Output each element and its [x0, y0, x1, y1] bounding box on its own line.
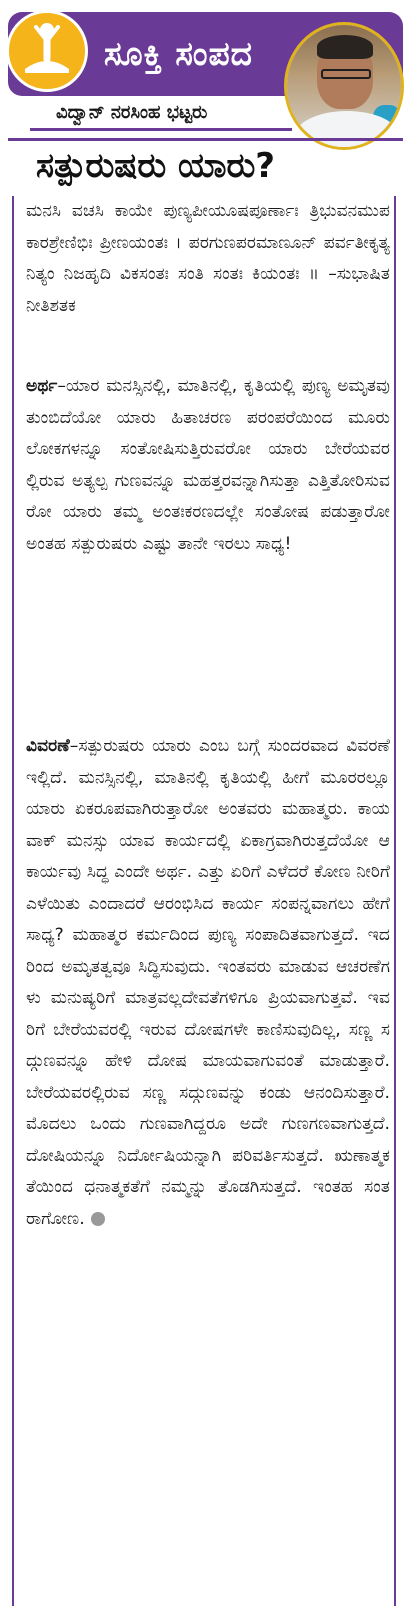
meaning-label: ಅರ್ಥ [26, 376, 58, 396]
explanation-label: ವಿವರಣೆ [26, 736, 70, 756]
headline-bar [8, 138, 403, 188]
author-photo [284, 22, 404, 150]
meaning-text: –ಯಾರ ಮನಸ್ಸಿನಲ್ಲಿ, ಮಾತಿನಲ್ಲಿ, ಕೃತಿಯಲ್ಲಿ ಪುಣ್ಯ ಅಮೃತವು ತುಂಬಿದೆಯೋ ಯಾರು ಹಿತಾಚರಣ ಪರಂಪರೆಯಿಂದ ಮೂರು ಲೋಕಗಳನ್ನೂ ಸಂತೋಷಿಸುತ್ತಿರುವರೋ ಯಾರು ಬೇರೆಯವರಲ್ಲಿರುವ ಅತ್ಯಲ್ಪ ಗುಣವನ್ನೂ ಮಹತ್ತರವನ್ನಾಗಿಸುತ್ತಾ ಎತ್ತಿತೋರಿಸುವರೋ ಯಾರು ತಮ್ಮ ಅಂತಃಕರಣದಲ್ಲೇ ಸಂತೋಷ ಪಡುತ್ತಾರೋ ಅಂತಹ ಸತ್ಪುರುಷರು ಎಷ್ಟು ತಾನೇ ಇರಲು ಸಾಧ್ಯ! [26, 376, 390, 554]
end-dot-icon [91, 1212, 105, 1226]
photo-hair [317, 35, 373, 59]
explanation-paragraph [26, 731, 390, 1235]
column-title: ಸೂಕ್ತಿ ಸಂಪದ [104, 34, 253, 73]
article-body [12, 196, 396, 1606]
author-name: ವಿದ್ವಾನ್ ನರಸಿಂಹ ಭಟ್ಟರು [56, 102, 208, 123]
yoga-figure-icon [6, 10, 88, 92]
yoga-figure-svg [9, 13, 85, 89]
explanation-text: –ಸತ್ಪುರುಷರು ಯಾರು ಎಂಬ ಬಗ್ಗೆ ಸುಂದರವಾದ ವಿವರಣೆ ಇಲ್ಲಿದೆ. ಮನಸ್ಸಿನಲ್ಲಿ, ಮಾತಿನಲ್ಲಿ ಕೃತಿಯಲ್ಲಿ ಹೀಗೆ ಮೂರರಲ್ಲೂ ಯಾರು ಏಕರೂಪವಾಗಿರುತ್ತಾರೋ ಅಂತವರು ಮಹಾತ್ಮರು. ಕಾಯ ವಾಕ್ ಮನಸ್ಸು ಯಾವ ಕಾರ್ಯದಲ್ಲಿ ಏಕಾಗ್ರವಾಗಿರುತ್ತದೆಯೋ ಆ ಕಾರ್ಯವು ಸಿದ್ಧ ಎಂದೇ ಅರ್ಥ. ಎತ್ತು ಏರಿಗೆ ಎಳೆದರೆ ಕೋಣ ನೀರಿಗೆ ಎಳೆಯಿತು ಎಂದಾದರೆ ಆರಂಭಿಸಿದ ಕಾರ್ಯ ಸಂಪನ್ನವಾಗಲು ಹೇಗೆ ಸಾಧ್ಯ? ಮಹಾತ್ಮರ ಕರ್ಮದಿಂದ ಪುಣ್ಯ ಸಂಪಾದಿತವಾಗುತ್ತದೆ. ಇದರಿಂದ ಅಮೃತತ್ವವೂ ಸಿದ್ಧಿಸುವುದು. ಇಂತವರು ಮಾಡುವ ಆಚರಣೆಗಳು ಮನುಷ್ಯರಿಗೆ ಮಾತ್ರವಲ್ಲದೇವತೆಗಳಿಗೂ ಪ್ರಿಯವಾಗುತ್ತವೆ. ಇವರಿಗೆ ಬೇರೆಯವರಲ್ಲಿ ಇರುವ ದೋಷಗಳೇ ಕಾಣಿಸುವುದಿಲ್ಲ, ಸಣ್ಣ ಸದ್ಗುಣವನ್ನೂ ಹೇಳಿ ದೋಷ ಮಾಯವಾಗುವಂತೆ ಮಾಡುತ್ತಾರೆ. ಬೇರೆಯವರಲ್ಲಿರುವ ಸಣ್ಣ ಸದ್ಗುಣವನ್ನು ಕಂಡು ಆನಂದಿಸುತ್ತಾರೆ. ಮೊದಲು ಒಂದು ಗುಣವಾಗಿದ್ದರೂ ಅದೇ ಗುಣಗಣವಾಗುತ್ತದೆ. ದೋಷಿಯನ್ನೂ ನಿರ್ದೋಷಿಯನ್ನಾಗಿ ಪರಿವರ್ತಿಸುತ್ತದೆ. ಋಣಾತ್ಮಕತೆಯಿಂದ ಧನಾತ್ಮಕತೆಗೆ ನಮ್ಮನ್ನು ತೊಡಗಿಸುತ್ತದೆ. ಇಂತಹ ಸಂತರಾಗೋಣ. [26, 736, 390, 1229]
article-headline: ಸತ್ಪುರುಷರು ಯಾರು? [36, 146, 275, 186]
meaning-paragraph [26, 371, 390, 560]
author-strip [30, 100, 292, 131]
photo-glasses [321, 69, 371, 79]
verse-paragraph: ಮನಸಿ ವಚಸಿ ಕಾಯೇ ಪುಣ್ಯಪೀಯೂಷಪೂರ್ಣಾಃ ತ್ರಿಭುವನಮುಪಕಾರಶ್ರೇಣಿಭಿಃ ಪ್ರೀಣಯಂತಃ । ಪರಗುಣಪರಮಾಣೂನ್ ಪರ್ವತೀಕೃತ್ಯ ನಿತ್ಯಂ ನಿಜಹೃದಿ ವಿಕಸಂತಃ ಸಂತಿ ಸಂತಃ ಕಿಯಂತಃ ॥ –ಸುಭಾಷಿತ ನೀತಿಶತಕ [26, 201, 390, 316]
